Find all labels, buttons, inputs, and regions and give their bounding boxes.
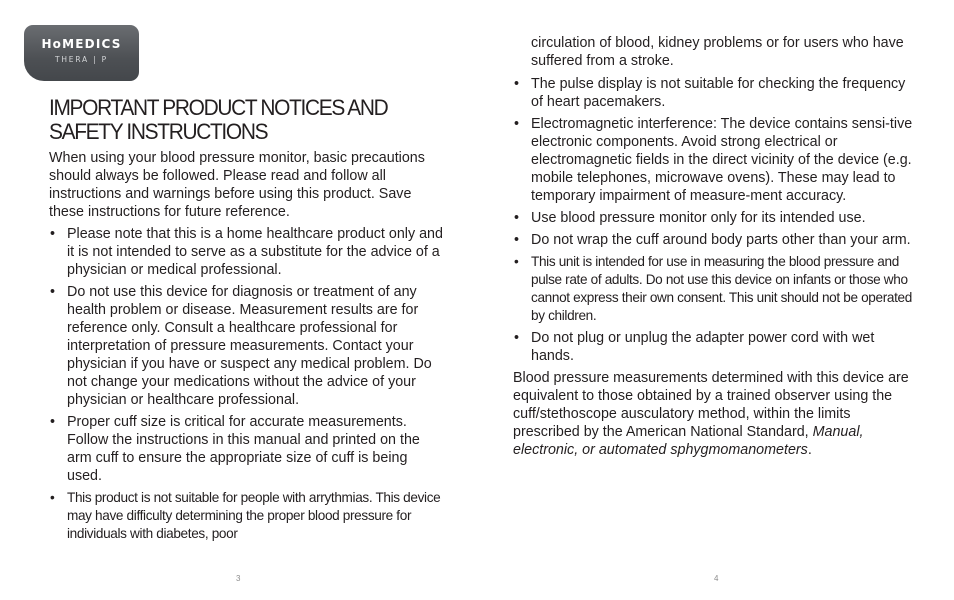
closing-text: Blood pressure measurements determined with this device are equivalent to those obtained by a trained observer using the cuff/stethoscope ausculatory method, within the limits prescribed by the American National Standard,	[513, 370, 909, 440]
list-item: • This product is not suitable for people with arrythmias. This device may have difficulty determining the proper blood pressure for individuals with diabetes, poor	[49, 489, 444, 543]
continued-bullet-text: circulation of blood, kidney problems or for users who have suffered from a stroke.	[531, 35, 904, 69]
page-title: IMPORTANT PRODUCT NOTICES AND SAFETY INSTRUCTIONS	[49, 95, 388, 144]
homedics-therap-logo	[24, 25, 139, 81]
standard-title: Manual, electronic, or automated sphygmomanometers	[513, 424, 864, 458]
left-column	[49, 149, 444, 547]
list-item: • Do not use this device for diagnosis or treatment of any health problem or disease. Measurement results are for reference only. Consult a healthcare professional for interpretation of pressure measurements. Contact your physician if you have or suspect any medical problem. Do not change your medications without the advice of your physician or healthcare professional.	[49, 283, 444, 409]
page-number-right: 4	[714, 574, 719, 583]
list-item: • Proper cuff size is critical for accurate measurements. Follow the instructions in this manual and printed on the arm cuff to ensure the appropriate size of cuff is being used.	[49, 413, 444, 485]
closing-period: .	[807, 442, 812, 458]
right-column	[513, 34, 913, 463]
logo-brand-text: HoMEDICS	[41, 37, 122, 51]
list-item: • Do not plug or unplug the adapter power cord with wet hands.	[513, 329, 913, 365]
list-item: • Electromagnetic interference: The device contains sensi-tive electronic components. Avoid strong electrical or electromagnetic fields in the direct vicinity of the device (e.g. mobile telephones, microwave ovens). These may lead to temporary impairment of measure-ment accuracy.	[513, 115, 913, 205]
logo-sub-text: THERA | P	[54, 55, 108, 64]
list-item: • Do not wrap the cuff around body parts other than your arm.	[513, 231, 913, 249]
right-bullet-list	[513, 75, 913, 365]
list-item: • This unit is intended for use in measuring the blood pressure and pulse rate of adults. Do not use this device on infants or those who cannot express their own consent. This unit should not be operated by children.	[513, 253, 913, 325]
list-item: • Please note that this is a home healthcare product only and it is not intended to serve as a substitute for the advice of a physician or medical professional.	[49, 225, 444, 279]
intro-paragraph: When using your blood pressure monitor, basic precautions should always be followed. Please read and follow all instructions and warnings before using this product. Save these instructions for future reference.	[49, 150, 425, 220]
list-item: • The pulse display is not suitable for checking the frequency of heart pacemakers.	[513, 75, 913, 111]
closing-paragraph	[513, 369, 913, 459]
list-item: • Use blood pressure monitor only for its intended use.	[513, 209, 913, 227]
left-bullet-list	[49, 225, 444, 543]
page-number-left: 3	[236, 574, 241, 583]
